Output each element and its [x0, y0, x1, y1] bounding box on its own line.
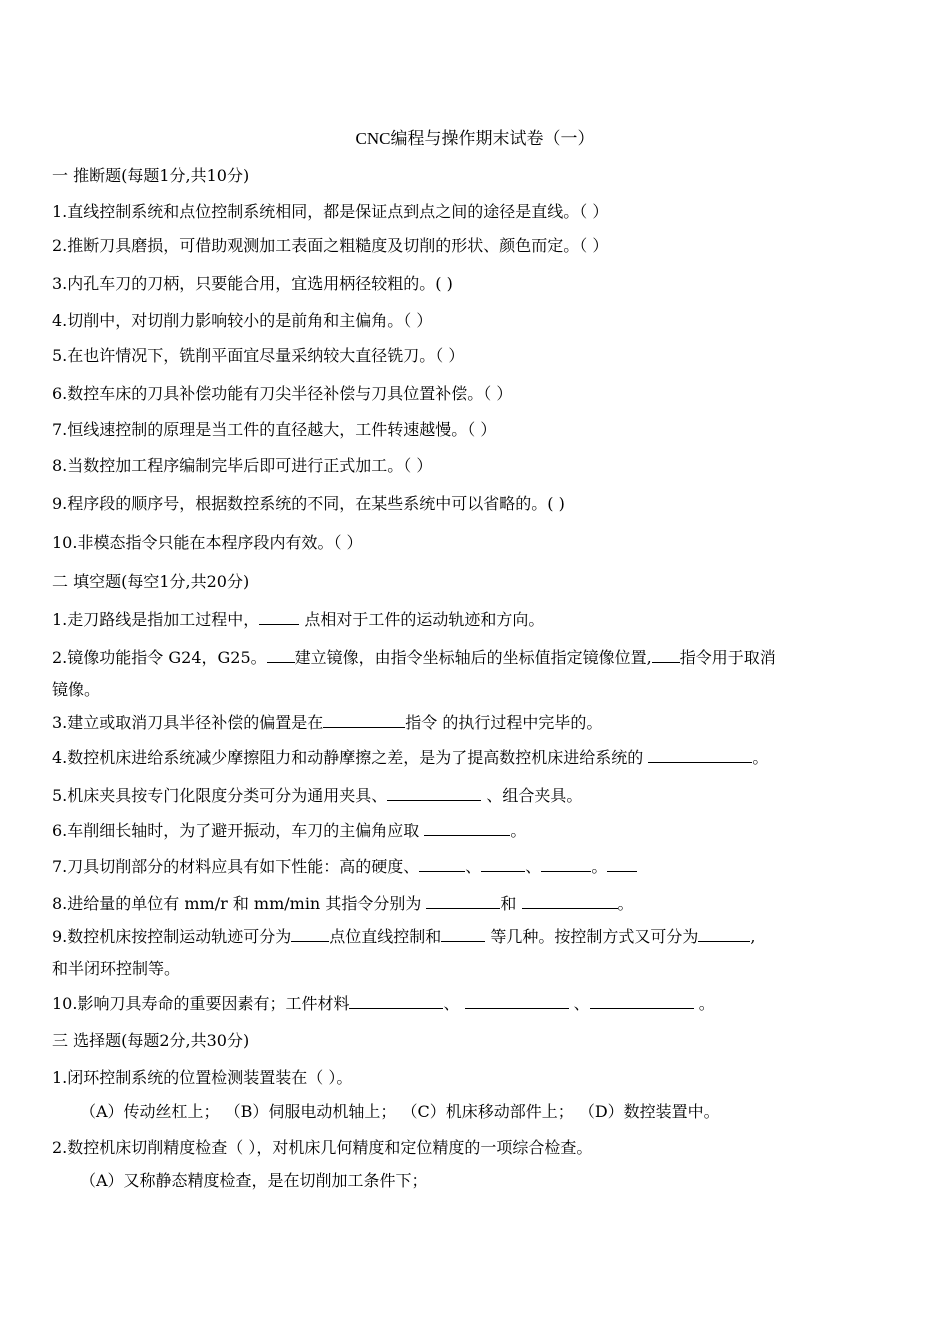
judgment-question-1: 1.直线控制系统和点位控制系统相同，都是保证点到点之间的途径是直线。（ ）	[52, 202, 609, 221]
judgment-question-9: 9.程序段的顺序号，根据数控系统的不同，在某些系统中可以省略的。( )	[52, 494, 565, 513]
fill-q9-text-c: 等几种。按控制方式又可分为	[485, 927, 699, 946]
answer-blank[interactable]	[424, 821, 510, 836]
fill-q4-text-b: 。	[752, 748, 769, 767]
answer-blank[interactable]	[648, 748, 752, 763]
fill-q4-text-a: 4.数控机床进给系统减少摩擦阻力和动静摩擦之差，是为了提高数控机床进给系统的	[52, 748, 649, 767]
answer-blank[interactable]	[441, 927, 485, 942]
answer-blank[interactable]	[387, 786, 481, 801]
answer-blank[interactable]	[522, 894, 618, 909]
answer-blank[interactable]	[349, 994, 443, 1009]
answer-blank[interactable]	[607, 857, 637, 872]
fill-question-9	[52, 926, 755, 948]
answer-blank[interactable]	[541, 857, 591, 872]
fill-question-3	[52, 712, 602, 734]
fill-question-6	[52, 820, 526, 842]
fill-question-2	[52, 647, 776, 669]
answer-blank[interactable]	[698, 927, 750, 942]
fill-q6-text-a: 6.车削细长轴时，为了避开振动，车刀的主偏角应取	[52, 821, 425, 840]
fill-q10-text-d: 。	[693, 994, 715, 1013]
judgment-question-3: 3.内孔车刀的刀柄，只要能合用，宜选用柄径较粗的。( )	[52, 274, 453, 293]
fill-q2-text-c: 指令用于取消	[679, 648, 776, 667]
fill-q6-text-b: 。	[510, 821, 527, 840]
fill-q3-text-b: 指令 的执行过程中完毕的。	[405, 713, 603, 732]
answer-blank[interactable]	[590, 994, 694, 1009]
judgment-question-8: 8.当数控加工程序编制完毕后即可进行正式加工。（ ）	[52, 456, 433, 475]
answer-blank[interactable]	[291, 927, 329, 942]
fill-q10-text-c: 、	[568, 994, 590, 1013]
fill-q9-text-b: 点位直线控制和	[329, 927, 442, 946]
section-header-fill-blank: 二 填空题(每空1分,共20分)	[52, 572, 250, 591]
fill-q9-text-d: ,	[750, 927, 756, 946]
answer-blank[interactable]	[419, 857, 465, 872]
fill-q2-text-a: 2.镜像功能指令 G24，G25。	[52, 648, 267, 667]
answer-blank[interactable]	[465, 994, 569, 1009]
answer-blank[interactable]	[267, 648, 295, 663]
fill-q5-text-a: 5.机床夹具按专门化限度分类可分为通用夹具、	[52, 786, 388, 805]
fill-q10-text-b: 、	[443, 994, 465, 1013]
choice-question-2-option-a: （A）又称静态精度检查，是在切削加工条件下；	[80, 1171, 428, 1190]
fill-q2-text-b: 建立镜像，由指令坐标轴后的坐标值指定镜像位置,	[294, 648, 652, 667]
fill-q9-text-a: 9.数控机床按控制运动轨迹可分为	[52, 927, 292, 946]
fill-question-5	[52, 785, 582, 807]
fill-q8-text-b: 和	[500, 894, 522, 913]
judgment-question-6: 6.数控车床的刀具补偿功能有刀尖半径补偿与刀具位置补偿。（ ）	[52, 384, 513, 403]
choice-question-1: 1.闭环控制系统的位置检测装置装在（ ）。	[52, 1068, 353, 1087]
page-title: CNC编程与操作期末试卷（一）	[355, 129, 595, 148]
fill-question-1	[52, 609, 544, 631]
fill-question-2-continued: 镜像。	[52, 680, 101, 699]
judgment-question-10: 10.非模态指令只能在本程序段内有效。（ ）	[52, 533, 363, 552]
fill-q8-text-c: 。	[617, 894, 634, 913]
judgment-question-2: 2.推断刀具磨损，可借助观测加工表面之粗糙度及切削的形状、颜色而定。（ ）	[52, 236, 609, 255]
fill-q3-text-a: 3.建立或取消刀具半径补偿的偏置是在	[52, 713, 324, 732]
fill-q7-text-a: 7.刀具切削部分的材料应具有如下性能：高的硬度、	[52, 857, 420, 876]
fill-question-7	[52, 856, 637, 878]
answer-blank[interactable]	[652, 648, 680, 663]
fill-question-8	[52, 893, 634, 915]
fill-q7-text-c: 、	[525, 857, 542, 876]
choice-question-1-options: （A）传动丝杠上； （B）伺服电动机轴上； （C）机床移动部件上； （D）数控装置中。	[80, 1102, 720, 1121]
answer-blank[interactable]	[481, 857, 525, 872]
fill-question-4	[52, 747, 768, 769]
fill-q1-text-b: 点相对于工件的运动轨迹和方向。	[299, 610, 545, 629]
fill-question-10	[52, 993, 715, 1015]
choice-question-2: 2.数控机床切削精度检查（ ），对机床几何精度和定位精度的一项综合检查。	[52, 1138, 593, 1157]
fill-q5-text-b: 、组合夹具。	[481, 786, 583, 805]
answer-blank[interactable]	[259, 610, 299, 625]
section-header-choice: 三 选择题(每题2分,共30分)	[52, 1031, 250, 1050]
judgment-question-4: 4.切削中，对切削力影响较小的是前角和主偏角。（ ）	[52, 311, 433, 330]
fill-q1-text-a: 1.走刀路线是指加工过程中，	[52, 610, 260, 629]
fill-question-9-continued: 和半闭环控制等。	[52, 959, 181, 978]
fill-q10-text-a: 10.影响刀具寿命的重要因素有；工件材料	[52, 994, 350, 1013]
fill-q7-text-b: 、	[465, 857, 482, 876]
section-header-judgment: 一 推断题(每题1分,共10分)	[52, 166, 250, 185]
judgment-question-7: 7.恒线速控制的原理是当工件的直径越大，工件转速越慢。（ ）	[52, 420, 497, 439]
answer-blank[interactable]	[323, 713, 405, 728]
judgment-question-5: 5.在也许情况下，铣削平面宜尽量采纳较大直径铣刀。（ ）	[52, 346, 465, 365]
answer-blank[interactable]	[426, 894, 500, 909]
fill-q8-text-a: 8.进给量的单位有 mm/r 和 mm/min 其指令分别为	[52, 894, 427, 913]
fill-q7-text-d: 。	[591, 857, 608, 876]
